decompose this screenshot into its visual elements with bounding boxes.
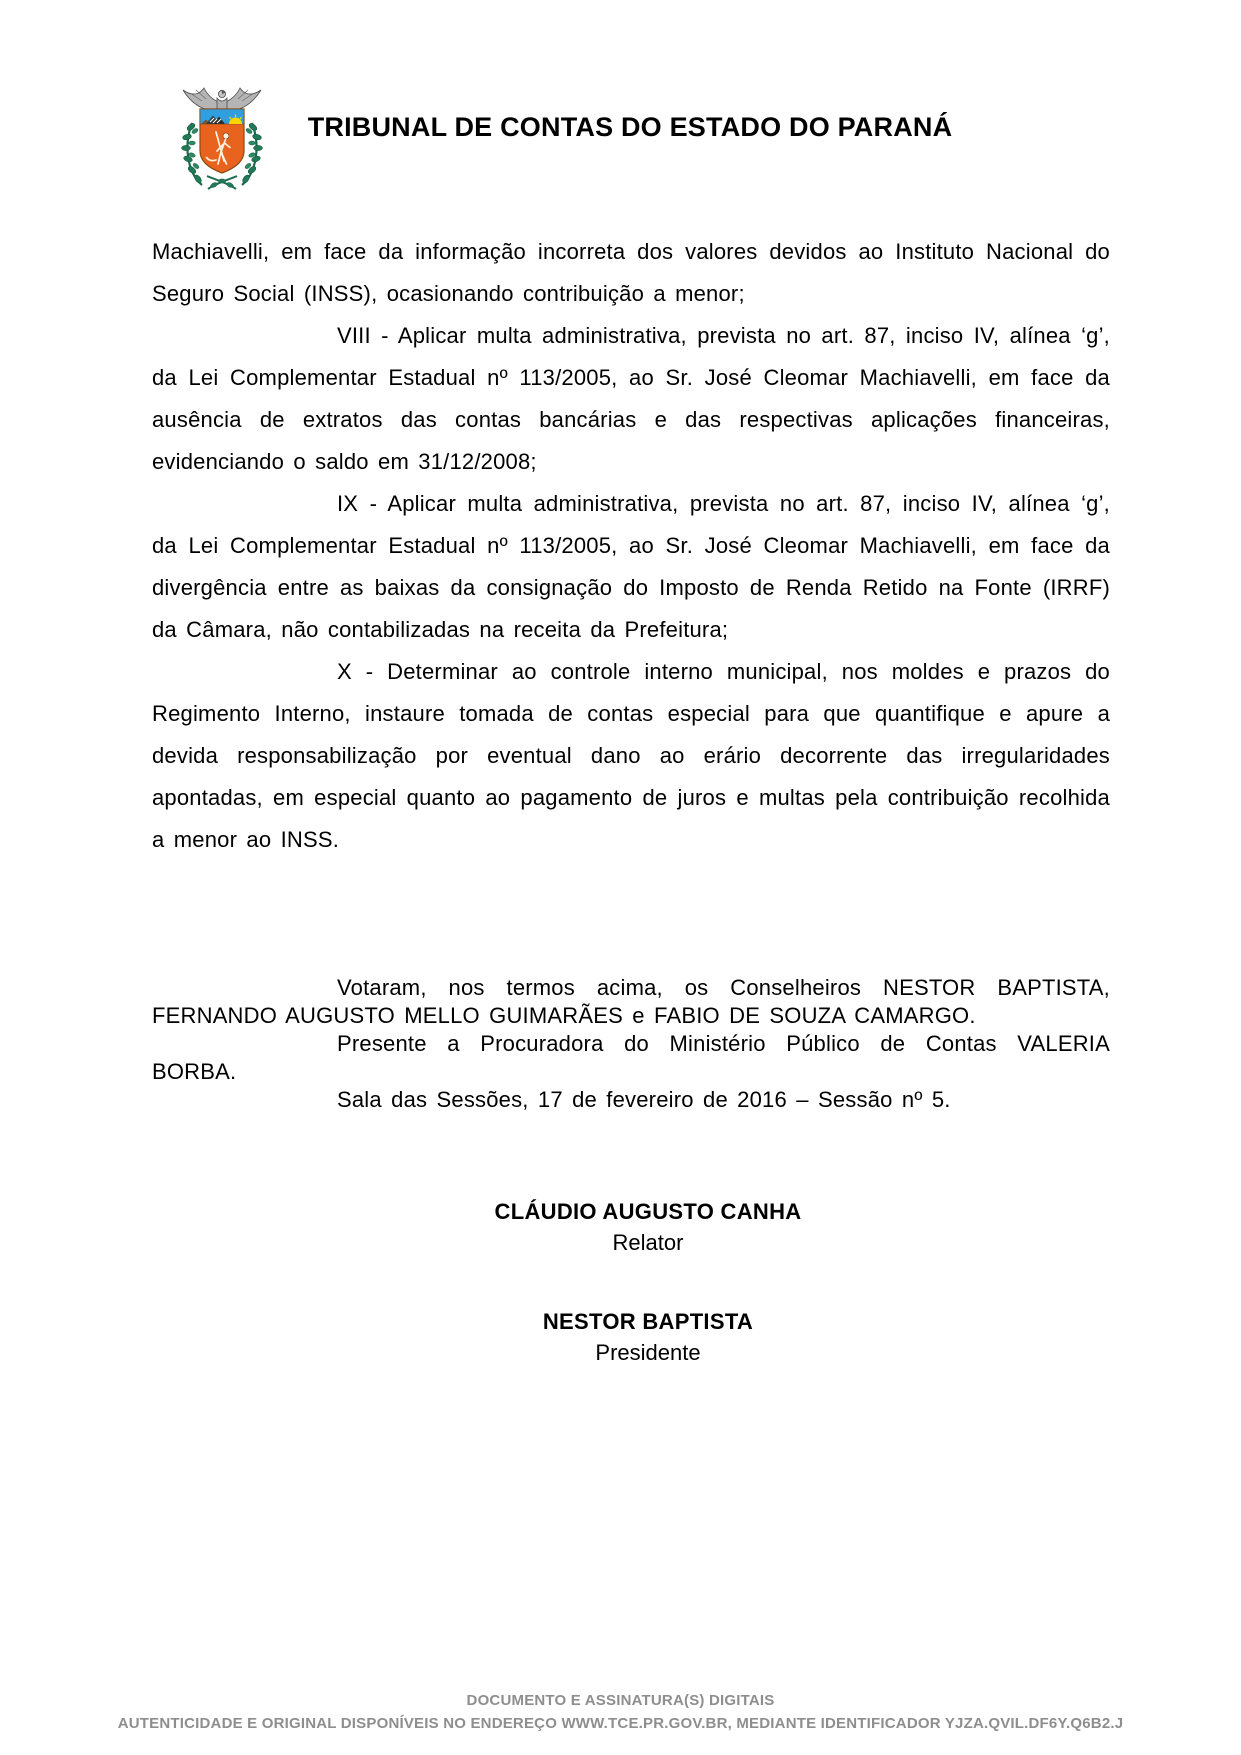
footer-line2: AUTENTICIDADE E ORIGINAL DISPONÍVEIS NO ENDEREÇO WWW.TCE.PR.GOV.BR, MEDIANTE IDENTIFICADOR YJZA.QVIL.DF6Y.Q6B2.J [117,1715,1124,1732]
signature-name: NESTOR BAPTISTA [542,1309,754,1334]
parana-coat-of-arms-icon [176,80,268,194]
session-line: Sala das Sessões, 17 de fevereiro de 2016 – Sessão nº 5. [337,1087,951,1112]
signature-presidente [152,1306,1144,1368]
paragraph-item-viii: VIII - Aplicar multa administrativa, prevista no art. 87, inciso IV, alínea ‘g’, da Lei Complementar Estadual nº 113/2005, ao Sr. José Cleomar Machiavelli, em face da ausência de extratos das contas bancárias e das respectivas aplicações financeiras, evidenciando o saldo em 31/12/2008; [152,323,1110,474]
crossed-stems [207,176,237,189]
paragraph-continuation: Machiavelli, em face da informação incorreta dos valores devidos ao Instituto Nacional do Seguro Social (INSS), ocasionando contribuição a menor; [152,239,1110,306]
paragraph-item-x: X - Determinar ao controle interno municipal, nos moldes e prazos do Regimento Interno, instaure tomada de contas especial para que quantifique e apure a devida responsabilização por eventual dano ao erário decorrente das irregularidades apontadas, em especial quanto ao pagamento de juros e multas pela contribuição recolhida a menor ao INSS. [152,659,1110,852]
signature-role: Relator [612,1230,684,1255]
eagle [183,88,261,111]
signature-name: CLÁUDIO AUGUSTO CANHA [494,1199,802,1224]
closing-block [152,974,1110,1114]
page-title: TRIBUNAL DE CONTAS DO ESTADO DO PARANÁ [307,112,953,142]
footer-line1: DOCUMENTO E ASSINATURA(S) DIGITAIS [466,1692,775,1709]
prosecutor-statement: Presente a Procuradora do Ministério Público de Contas VALERIA BORBA. [152,1031,1110,1084]
signature-relator [152,1196,1144,1258]
signature-role: Presidente [595,1340,701,1365]
shield [200,109,244,173]
paragraph-item-ix: IX - Aplicar multa administrativa, prevista no art. 87, inciso IV, alínea ‘g’, da Lei Complementar Estadual nº 113/2005, ao Sr. José Cleomar Machiavelli, em face da divergência entre as baixas da consignação do Imposto de Renda Retido na Fonte (IRRF) da Câmara, não contabilizadas na receita da Prefeitura; [152,491,1110,642]
voting-statement: Votaram, nos termos acima, os Conselheiros NESTOR BAPTISTA, FERNANDO AUGUSTO MELLO GUIMARÃES e FABIO DE SOUZA CAMARGO. [152,975,1110,1028]
decision-body [152,231,1110,861]
digital-signature-footer [0,1689,1241,1735]
